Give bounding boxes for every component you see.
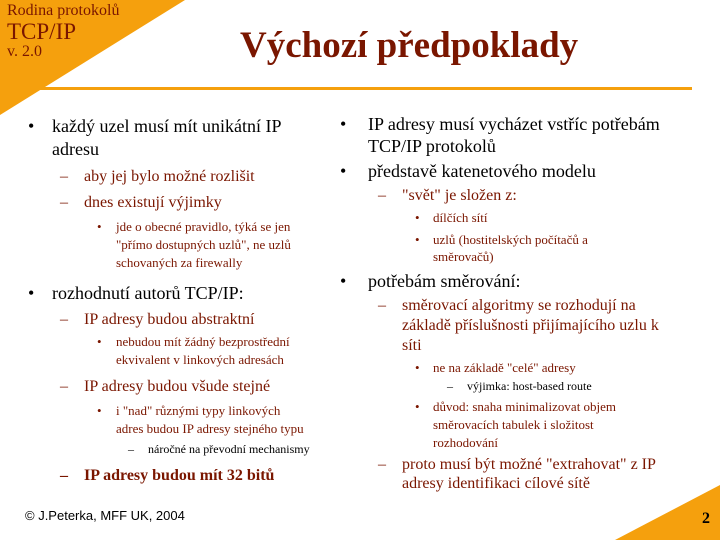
version-label: v. 2.0 — [7, 43, 42, 60]
right-detail-4-line-1: důvod: snaha minimalizovat objem — [433, 399, 617, 414]
copyright-footer: © J.Peterka, MFF UK, 2004 — [25, 508, 185, 523]
series-label: Rodina protokolů — [7, 2, 120, 19]
left-detail-2-line-2: ekvivalent v linkových adresách — [116, 352, 284, 367]
left-bullet-1-line-2: adresu — [52, 139, 99, 159]
bullet-icon: • — [340, 161, 347, 181]
right-detail-2-line-2: směrovačů) — [433, 249, 494, 264]
right-extra-1: výjimka: host-based route — [467, 379, 592, 393]
right-bullet-1-line-1: IP adresy musí vycházet vstříc potřebám — [368, 114, 660, 134]
left-sub-1-2: dnes existují výjimky — [84, 194, 222, 211]
right-detail-3: ne na základě "celé" adresy — [433, 360, 576, 375]
bullet-icon: • — [28, 283, 35, 303]
right-sub-3-1-line-2: základě příslušnosti přijímajícího uzlu k — [402, 317, 659, 334]
small-bullet-icon: • — [415, 232, 420, 247]
right-sub-3-1-line-3: síti — [402, 337, 422, 354]
left-detail-1-line-1: jde o obecné pravidlo, týká se jen — [116, 219, 291, 234]
page-number: 2 — [702, 510, 710, 527]
right-detail-4-line-3: rozhodování — [433, 435, 498, 450]
dash-icon: – — [60, 194, 68, 211]
bullet-icon: • — [340, 271, 347, 291]
dash-icon: – — [60, 311, 68, 328]
right-sub-3-2-line-1: proto musí být možné "extrahovat" z IP — [402, 456, 656, 473]
right-detail-1: dílčích sítí — [433, 210, 488, 225]
right-sub-3-2-line-2: adresy identifikaci cílové sítě — [402, 475, 590, 492]
left-detail-2-line-1: nebudou mít žádný bezprostřední — [116, 334, 290, 349]
dash-icon: – — [447, 379, 453, 393]
right-bullet-1-line-2: TCP/IP protokolů — [368, 136, 496, 156]
left-sub-2-2: IP adresy budou všude stejné — [84, 378, 271, 395]
bullet-icon: • — [340, 114, 347, 134]
small-bullet-icon: • — [97, 219, 102, 234]
dash-icon: – — [128, 442, 134, 456]
right-sub-2-1: "svět" je složen z: — [402, 187, 517, 204]
left-detail-3-line-2: adres budou IP adresy stejného typu — [116, 421, 304, 436]
small-bullet-icon: • — [97, 334, 102, 349]
left-bullet-2: rozhodnutí autorů TCP/IP: — [52, 283, 244, 303]
left-detail-1-line-3: schovaných za firewally — [116, 255, 243, 270]
dash-icon: – — [60, 378, 68, 395]
left-sub-2-1: IP adresy budou abstraktní — [84, 311, 255, 328]
bullet-icon: • — [28, 116, 35, 136]
small-bullet-icon: • — [415, 210, 420, 225]
left-sub-2-3: IP adresy budou mít 32 bitů — [84, 467, 275, 484]
dash-icon: – — [60, 467, 68, 484]
dash-icon: – — [378, 187, 386, 204]
left-bullet-1-line-1: každý uzel musí mít unikátní IP — [52, 116, 282, 136]
left-detail-3-line-1: i "nad" různými typy linkových — [116, 403, 281, 418]
small-bullet-icon: • — [415, 399, 420, 414]
right-bullet-3: potřebám směrování: — [368, 271, 521, 291]
left-detail-1-line-2: "přímo dostupných uzlů", ne uzlů — [116, 237, 291, 252]
small-bullet-icon: • — [415, 360, 420, 375]
dash-icon: – — [378, 297, 386, 314]
small-bullet-icon: • — [97, 403, 102, 418]
slide-title: Výchozí předpoklady — [240, 25, 579, 66]
title-divider — [25, 87, 692, 90]
right-detail-2-line-1: uzlů (hostitelských počítačů a — [433, 232, 588, 247]
right-bullet-2: představě katenetového modelu — [368, 161, 596, 181]
dash-icon: – — [60, 168, 68, 185]
dash-icon: – — [378, 456, 386, 473]
left-sub-1-1: aby jej bylo možné rozlišit — [84, 168, 255, 185]
protocol-label: TCP/IP — [7, 19, 77, 44]
right-sub-3-1-line-1: směrovací algoritmy se rozhodují na — [402, 297, 636, 314]
left-extra-1: náročné na převodní mechanismy — [148, 442, 310, 456]
right-detail-4-line-2: směrovacích tabulek i složitost — [433, 417, 594, 432]
